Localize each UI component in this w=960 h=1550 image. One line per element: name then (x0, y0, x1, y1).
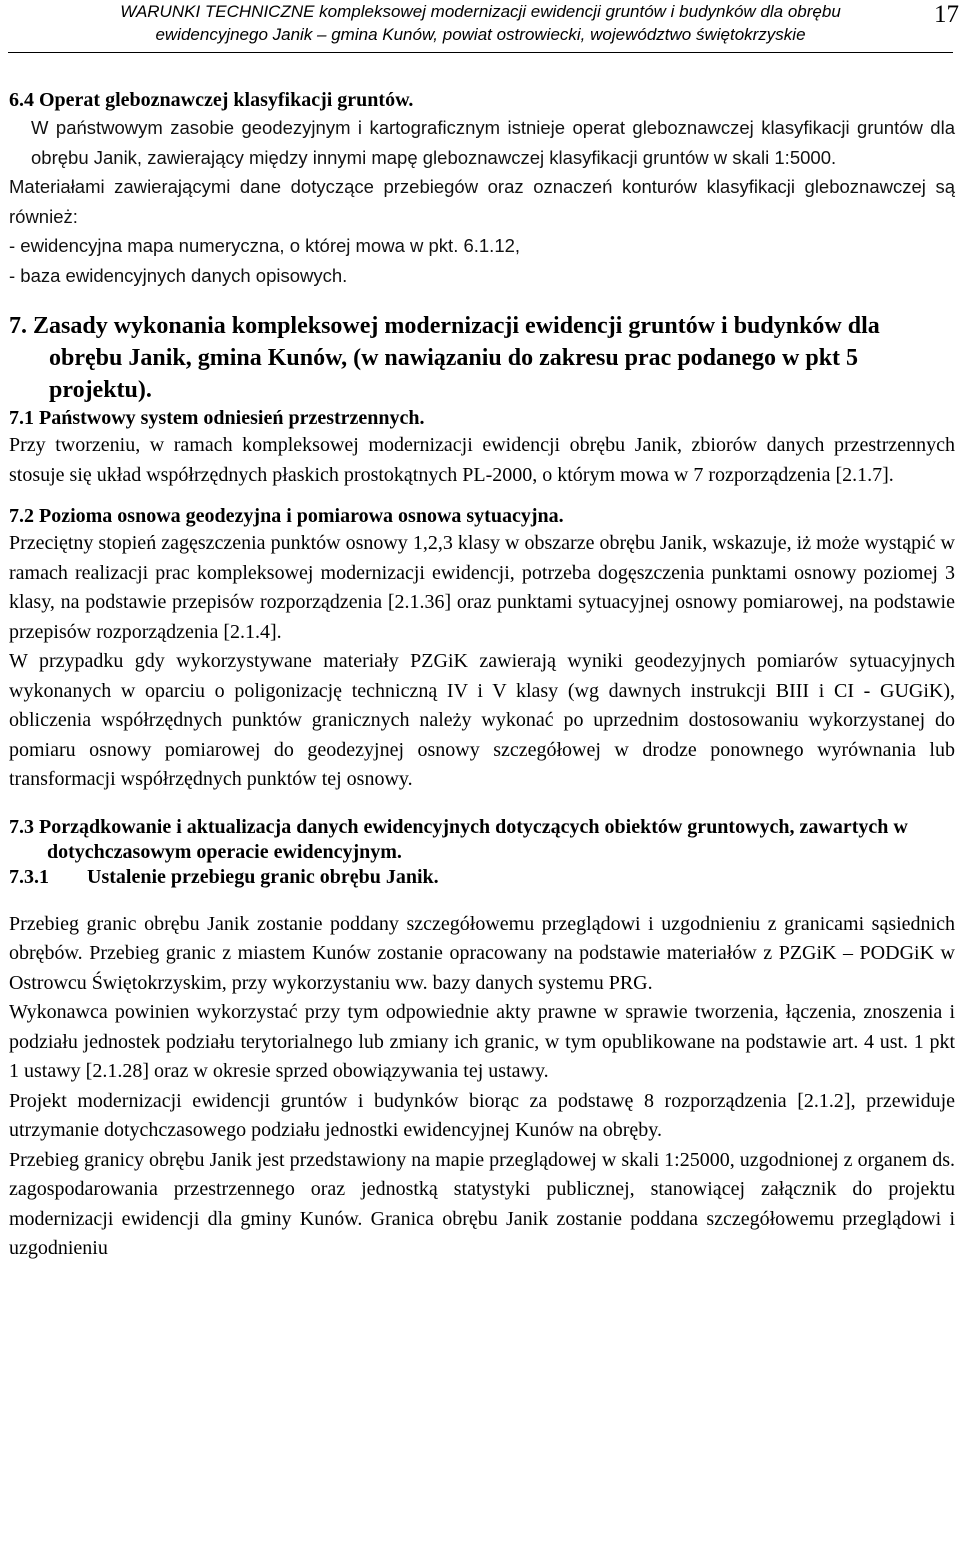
section-6-4-paragraph-1: W państwowym zasobie geodezyjnym i kartograficznym istnieje operat gleboznawczej klasyfikacji gruntów dla obrębu Janik, zawierający między innymi mapę gleboznawczej klasyfikacji gruntów w skali 1:5000. (31, 117, 955, 168)
section-7-heading: 7. Zasady wykonania kompleksowej modernizacji ewidencji gruntów i budynków dla obrębu Janik, gmina Kunów, (w nawiązaniu do zakresu prac podanego w pkt 5 projektu). (9, 313, 880, 403)
section-7-3-1-paragraph-1: Przebieg granic obrębu Janik zostanie poddany szczegółowemu przeglądowi i uzgodnieniu z granicami sąsiednich obrębów. Przebieg granic z miastem Kunów zostanie opracowany na podstawie materiałów z PZGiK – PODGiK w Ostrowcu Świętokrzyskim, przy wykorzystaniu ww. bazy danych systemu PRG. (9, 912, 955, 994)
section-7-1-paragraph: Przy tworzeniu, w ramach kompleksowej modernizacji ewidencji obrębu Janik, zbiorów danych przestrzennych stosuje się układ współrzędnych płaskich prostokątnych PL-2000, o którym mowa w 7 rozporządzenia [2.1.7]. (9, 434, 955, 486)
section-7-3-heading: 7.3 Porządkowanie i aktualizacja danych ewidencyjnych dotyczących obiektów gruntowych, zawartych w dotychczasowym operacie ewidencyjnym. (9, 815, 908, 863)
section-7-3-1-number: 7.3.1 (9, 865, 49, 888)
section-7-3-1-heading (9, 865, 955, 890)
page-number: 17 (934, 1, 959, 28)
header-line-1: WARUNKI TECHNICZNE kompleksowej modernizacji ewidencji gruntów i budynków dla obrębu (120, 2, 841, 21)
section-7-2-paragraph-1: Przeciętny stopień zagęszczenia punktów osnowy 1,2,3 klasy w obszarze obrębu Janik, wskazuje, iż może wystąpić w ramach realizacji prac kompleksowej modernizacji ewidencji, potrzeba dogęszczenia punktami osnowy poziomej 3 klasy, na podstawie przepisów rozporządzenia [2.1.36] oraz punktami sytuacyjnej osnowy pomiarowej, na podstawie przepisów rozporządzenia [2.1.4]. (9, 532, 955, 643)
running-header (28, 0, 933, 46)
section-6-4-heading: 6.4 Operat gleboznawczej klasyfikacji gruntów. (9, 89, 414, 111)
section-7-2-heading: 7.2 Pozioma osnowa geodezyjna i pomiarowa osnowa sytuacyjna. (9, 505, 564, 527)
header-line-2: ewidencyjnego Janik – gmina Kunów, powiat ostrowiecki, województwo świętokrzyskie (155, 25, 806, 44)
section-7-3-1-paragraph-3: Projekt modernizacji ewidencji gruntów i budynków biorąc za podstawę 8 rozporządzenia [2.1.2], przewiduje utrzymanie dotychczasowego podziału jednostki ewidencyjnej Kunów na obręby. (9, 1089, 955, 1141)
header-rule (8, 52, 953, 53)
document-body (9, 88, 955, 1264)
section-7-3-1-paragraph-2: Wykonawca powinien wykorzystać przy tym odpowiednie akty prawne w sprawie tworzenia, łączenia, znoszenia i podziału jednostek podziału terytorialnego lub zmiany ich granic, w tym opublikowane na podstawie art. 4 ust. 1 pkt 1 ustawy [2.1.28] oraz w okresie sprzed obowiązywania tej ustawy. (9, 1001, 955, 1082)
section-7-1-heading: 7.1 Państwowy system odniesień przestrzennych. (9, 407, 425, 429)
section-6-4-bullet-1: - ewidencyjna mapa numeryczna, o której mowa w pkt. 6.1.12, (9, 235, 521, 256)
section-7-2-paragraph-2: W przypadku gdy wykorzystywane materiały PZGiK zawierają wyniki geodezyjnych pomiarów sytuacyjnych wykonanych w oparciu o poligonizację techniczną IV i V klasy (wg dawnych instrukcji BIII i CI - GUGiK), obliczenia współrzędnych punktów granicznych należy wykonać po uprzednim dostosowaniu wykorzystanej do pomiaru osnowy pomiarowej do geodezyjnej osnowy szczegółowej w drodze ponownego wyrównania lub transformacji współrzędnych punktów tej osnowy. (9, 650, 955, 790)
section-7-3-1-title: Ustalenie przebiegu granic obrębu Janik. (87, 865, 439, 888)
section-7-3-1-paragraph-4: Przebieg granicy obrębu Janik jest przedstawiony na mapie przeglądowej w skali 1:25000, uzgodnionej z organem ds. zagospodarowania przestrzennego oraz jednostką statystyki publicznej, stanowiącej załącznik do projektu modernizacji ewidencji dla gminy Kunów. Granica obrębu Janik zostanie poddana szczegółowemu przeglądowi i uzgodnieniu (9, 1148, 955, 1259)
section-6-4-paragraph-2: Materiałami zawierającymi dane dotyczące przebiegów oraz oznaczeń konturów klasyfikacji gleboznawczej są również: (9, 176, 955, 227)
section-6-4-bullet-2: - baza ewidencyjnych danych opisowych. (9, 264, 348, 286)
